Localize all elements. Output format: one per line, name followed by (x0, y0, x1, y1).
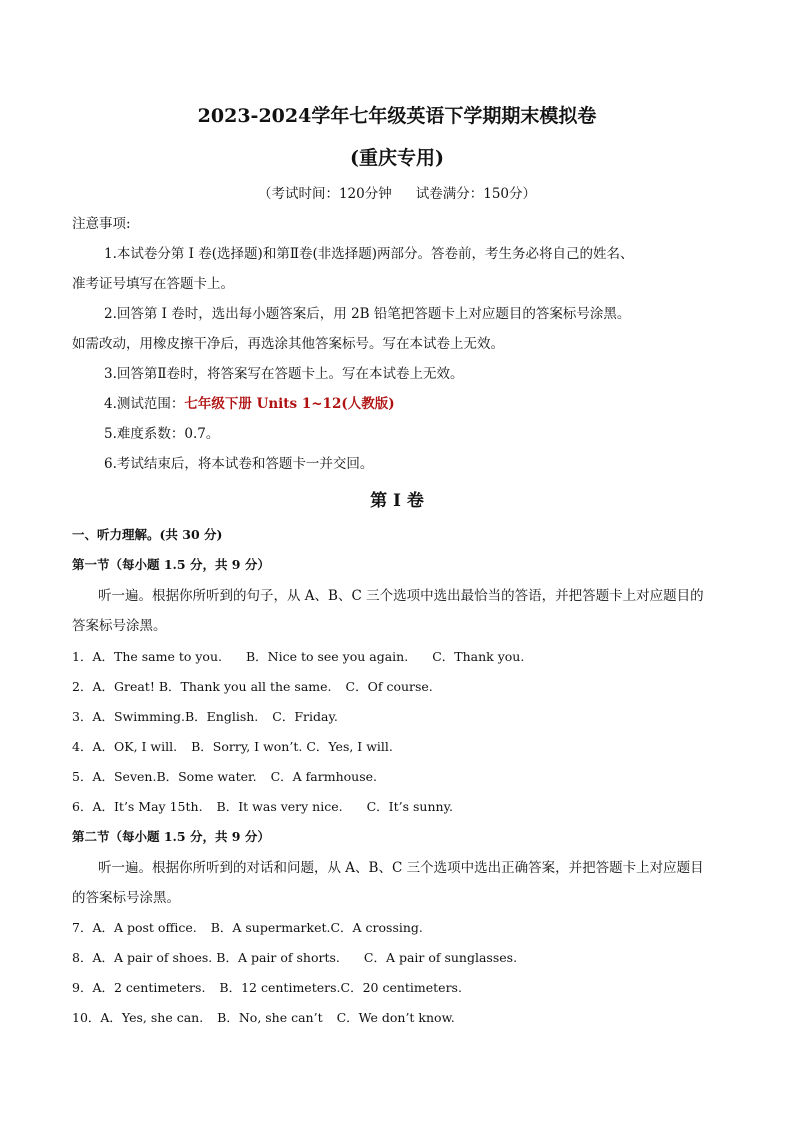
option-b: B．It was very nice. (216, 799, 343, 814)
section-1-heading: 第一节（每小题 1.5 分，共 9 分） (72, 557, 270, 572)
option-c: C．A crossing. (330, 920, 423, 935)
question-number: 10． (72, 1010, 101, 1025)
option-a: A．A post office. (92, 920, 197, 935)
option-c: C．We don’t know. (336, 1010, 455, 1025)
option-c: C．A pair of sunglasses. (363, 950, 518, 965)
question-7 (72, 918, 423, 938)
option-a: A．It’s May 15th. (92, 799, 203, 814)
question-1 (72, 647, 524, 667)
question-number: 1． (72, 649, 93, 664)
option-a: A．Swimming. (92, 709, 185, 724)
option-b: B．Thank you all the same. (158, 679, 332, 694)
option-b: B．12 centimeters. (219, 980, 341, 995)
part-1-heading: 一、听力理解。(共 30 分) (72, 527, 223, 542)
option-a: A．The same to you. (92, 649, 222, 664)
notice-item-4 (104, 394, 395, 414)
question-4 (72, 737, 393, 757)
exam-time: （考试时间：120分钟 (257, 186, 392, 202)
section-2-instruction-line-1: 听一遍。根据你所听到的对话和问题，从 A、B、C 三个选项中选出正确答案，并把答题卡上对应题目 (98, 860, 704, 876)
question-number: 3． (72, 709, 93, 724)
notice-item-6: 6.考试结束后，将本试卷和答题卡一并交回。 (104, 456, 374, 472)
option-c: C．Of course. (345, 679, 433, 694)
option-c: C．It’s sunny. (366, 799, 453, 814)
section-1-instruction-line-1: 听一遍。根据你所听到的句子，从 A、B、C 三个选项中选出最恰当的答语，并把答题卡上对应题目的 (98, 588, 704, 604)
question-number: 2． (72, 679, 93, 694)
exam-subtitle: (重庆专用) (350, 147, 444, 169)
question-9 (72, 978, 462, 998)
option-a: A．Yes, she can. (100, 1010, 204, 1025)
question-number: 8． (72, 950, 93, 965)
question-number: 6． (72, 799, 93, 814)
question-number: 5． (72, 769, 93, 784)
option-b: B．A pair of shorts. (216, 950, 340, 965)
full-score: 试卷满分：150分） (415, 186, 537, 202)
notice-item-1-line-2: 准考证号填写在答题卡上。 (72, 276, 234, 292)
test-scope: 七年级下册 Units 1~12(人教版) (184, 396, 395, 412)
notice-item-3: 3.回答第Ⅱ卷时，将答案写在答题卡上。写在本试卷上无效。 (104, 366, 464, 382)
section-2-heading: 第二节（每小题 1.5 分，共 9 分） (72, 829, 270, 844)
option-c: C．A farmhouse. (270, 769, 377, 784)
question-number: 9． (72, 980, 93, 995)
question-number: 7． (72, 920, 93, 935)
question-6 (72, 797, 453, 817)
notice-item-2-line-2: 如需改动，用橡皮擦干净后，再选涂其他答案标号。写在本试卷上无效。 (72, 336, 504, 352)
option-b: B．No, she can’t (217, 1010, 323, 1025)
notice-heading: 注意事项: (72, 216, 131, 232)
question-number: 4． (72, 739, 93, 754)
option-c: C．20 centimeters. (340, 980, 462, 995)
option-b: B．A supermarket. (210, 920, 331, 935)
option-c: C．Thank you. (432, 649, 525, 664)
option-b: B．Some water. (156, 769, 257, 784)
option-c: C．Yes, I will. (306, 739, 393, 754)
question-2 (72, 677, 433, 697)
option-b: B．Sorry, I won’t. (191, 739, 303, 754)
section-2-instruction-line-2: 的答案标号涂黑。 (72, 890, 180, 906)
notice-item-4-prefix: 4.测试范围： (104, 396, 185, 412)
question-5 (72, 767, 377, 787)
option-a: A．OK, I will. (92, 739, 178, 754)
option-a: A．Great! (92, 679, 155, 694)
question-10 (72, 1008, 455, 1028)
option-a: A．2 centimeters. (92, 980, 206, 995)
notice-item-5: 5.难度系数：0.7。 (104, 426, 220, 442)
section-1-instruction-line-2: 答案标号涂黑。 (72, 618, 167, 634)
notice-item-1-line-1: 1.本试卷分第 I 卷(选择题)和第Ⅱ卷(非选择题)两部分。答卷前，考生务必将自己的姓名、 (104, 246, 634, 262)
volume-title: 第 I 卷 (370, 491, 424, 511)
notice-item-2-line-1: 2.回答第 I 卷时，选出每小题答案后，用 2B 铅笔把答题卡上对应题目的答案标号涂黑。 (104, 306, 631, 322)
option-b: B．English. (184, 709, 259, 724)
option-c: C．Friday. (272, 709, 338, 724)
option-b: B．Nice to see you again. (245, 649, 409, 664)
question-8 (72, 948, 517, 968)
exam-info (0, 184, 794, 204)
option-a: A．A pair of shoes. (92, 950, 213, 965)
option-a: A．Seven. (92, 769, 157, 784)
question-3 (72, 707, 338, 727)
exam-title: 2023-2024学年七年级英语下学期期末模拟卷 (197, 105, 597, 127)
